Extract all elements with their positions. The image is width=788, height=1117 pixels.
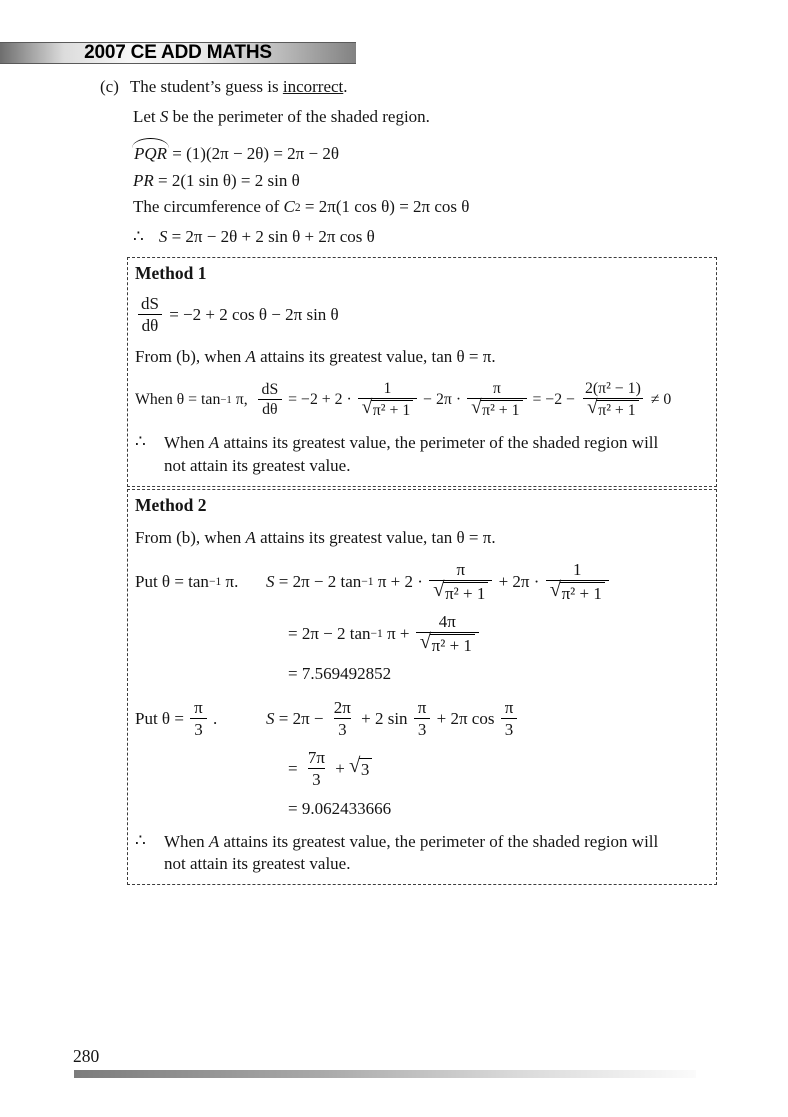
formula-s-perimeter bbox=[133, 227, 730, 247]
var-a: A bbox=[245, 347, 256, 367]
fraction-denominator bbox=[583, 398, 643, 420]
fraction-denominator: 3 bbox=[334, 718, 351, 740]
statement-period: . bbox=[343, 77, 348, 96]
fraction-pi-3 bbox=[414, 698, 431, 739]
from-post: attains its greatest value, tan θ = π. bbox=[255, 528, 496, 548]
fraction-numerator: 1 bbox=[383, 380, 392, 398]
put1-eq1: = 2π − 2 tan bbox=[274, 571, 362, 591]
fraction-numerator: π bbox=[492, 380, 501, 398]
fraction-numerator: 4π bbox=[438, 612, 456, 632]
method2-box bbox=[127, 489, 717, 885]
let-pre: Let bbox=[133, 107, 160, 127]
s-rest: = 2π − 2θ + 2 sin θ + 2π cos θ bbox=[167, 227, 375, 247]
method1-box bbox=[127, 257, 717, 487]
fraction-1-over-sqrt bbox=[358, 380, 418, 420]
put2-eq3: + 2π cos bbox=[432, 708, 499, 728]
put1-eq3: + 2π · bbox=[494, 571, 544, 591]
fraction-denominator bbox=[467, 398, 527, 420]
step5-eq: = bbox=[288, 758, 302, 778]
circ-pre: The circumference of bbox=[133, 197, 284, 217]
fraction-result bbox=[581, 380, 645, 420]
from-post: attains its greatest value, tan θ = π. bbox=[255, 347, 496, 367]
sqrt-pi2-plus-1 bbox=[419, 630, 475, 656]
radicand: π² + 1 bbox=[560, 582, 605, 604]
conclusion-line2: not attain its greatest value. bbox=[164, 455, 351, 475]
fraction-numerator: 2(π² − 1) bbox=[585, 380, 641, 398]
fraction-numerator: dS bbox=[141, 293, 159, 313]
circ-rest: = 2π(1 cos θ) = 2π cos θ bbox=[300, 197, 470, 217]
arc-pqr-label: PQR bbox=[134, 144, 168, 164]
footer-page-number: 280 bbox=[73, 1046, 100, 1066]
fraction-denominator bbox=[358, 398, 418, 420]
conclusion-text bbox=[164, 831, 658, 876]
fraction-4pi-over-sqrt bbox=[416, 612, 479, 655]
sqrt-pi2-plus-1 bbox=[471, 397, 523, 420]
fraction-pi-3 bbox=[190, 698, 207, 739]
fraction-7pi-3 bbox=[304, 748, 329, 789]
sup-minus-one: −1 bbox=[361, 575, 374, 589]
method1-from-b-line bbox=[135, 347, 709, 367]
put2-post: . bbox=[208, 708, 218, 728]
radical-sign: √ bbox=[419, 630, 432, 653]
method2-step5-line bbox=[288, 748, 709, 789]
conclusion-line1 bbox=[164, 432, 658, 454]
method1-derivative-line bbox=[135, 294, 709, 335]
therefore-symbol: ∴ bbox=[135, 830, 146, 850]
put2-eq1: = 2π − bbox=[274, 708, 328, 728]
var-a: A bbox=[208, 831, 220, 851]
radical-sign: √ bbox=[349, 754, 361, 777]
fraction-denominator: 3 bbox=[414, 718, 431, 740]
fraction-denominator: dθ bbox=[138, 314, 163, 336]
conclusion-line2: not attain its greatest value. bbox=[164, 853, 351, 873]
var-pr: PR bbox=[133, 171, 154, 191]
put1-pre: Put θ = tan bbox=[135, 571, 209, 591]
formula-circumference bbox=[133, 197, 730, 217]
formula-arc-pqr bbox=[133, 144, 730, 164]
fraction-denominator: dθ bbox=[258, 399, 281, 419]
put2-eq2: + 2 sin bbox=[356, 708, 412, 728]
put2-label bbox=[135, 698, 266, 739]
eval-eq4: ≠ 0 bbox=[646, 391, 672, 409]
var-s: S bbox=[266, 708, 275, 728]
method1-conclusion bbox=[135, 432, 709, 477]
radicand: π² + 1 bbox=[371, 400, 413, 420]
radical-sign: √ bbox=[549, 578, 562, 601]
let-post: be the perimeter of the shaded region. bbox=[168, 107, 430, 127]
footer-rule bbox=[74, 1070, 696, 1078]
statement-line bbox=[100, 76, 730, 98]
radicand: π² + 1 bbox=[596, 400, 638, 420]
method2-step2-line bbox=[288, 612, 709, 655]
fraction-numerator: π bbox=[456, 560, 466, 580]
statement-text bbox=[130, 76, 348, 98]
var-s: S bbox=[159, 107, 169, 127]
when-mid: π, bbox=[231, 391, 256, 409]
sqrt-pi2-plus-1 bbox=[361, 397, 414, 420]
concl-pre: When bbox=[164, 831, 209, 851]
statement-prefix: The student’s guess is bbox=[129, 77, 283, 96]
pr-rest: = 2(1 sin θ) = 2 sin θ bbox=[153, 171, 300, 191]
sqrt-pi2-plus-1 bbox=[433, 578, 488, 604]
fraction-ds-dtheta-2 bbox=[258, 381, 283, 419]
fraction-denominator bbox=[416, 632, 479, 656]
method1-evaluation-line bbox=[135, 380, 709, 420]
eval-eq3: = −2 − bbox=[528, 391, 579, 409]
method1-title: Method 1 bbox=[135, 263, 207, 284]
fraction-pi-over-sqrt bbox=[429, 560, 492, 603]
when-pre: When θ = tan bbox=[135, 391, 221, 409]
fraction-denominator bbox=[429, 580, 492, 604]
radicand: π² + 1 bbox=[430, 634, 475, 656]
header-banner bbox=[0, 42, 356, 64]
part-c-label: (c) bbox=[100, 77, 119, 96]
statement-underlined-word: incorrect bbox=[282, 77, 344, 96]
fraction-denominator bbox=[546, 580, 609, 604]
sup-minus-one: −1 bbox=[208, 575, 222, 589]
var-c2-subscript: 2 bbox=[294, 200, 301, 214]
arc-pqr-rest: = (1)(2π − 2θ) = 2π − 2θ bbox=[168, 144, 339, 164]
method2-from-b-line bbox=[135, 528, 709, 548]
sqrt-3 bbox=[349, 754, 372, 780]
var-a: A bbox=[208, 433, 220, 453]
therefore-symbol: ∴ bbox=[135, 432, 146, 452]
derivative-rhs: = −2 + 2 cos θ − 2π sin θ bbox=[164, 304, 339, 324]
fraction-numerator: π bbox=[417, 698, 427, 718]
fraction-denominator: 3 bbox=[190, 718, 207, 740]
sup-minus-one: −1 bbox=[220, 394, 232, 407]
sup-minus-one: −1 bbox=[370, 627, 383, 641]
fraction-1-over-sqrt bbox=[546, 560, 609, 603]
fraction-numerator: π bbox=[504, 698, 514, 718]
conclusion-line1 bbox=[164, 831, 658, 853]
method2-put2-line bbox=[135, 698, 709, 739]
method2-title: Method 2 bbox=[135, 495, 207, 516]
radical-sign: √ bbox=[587, 397, 598, 419]
radical-sign: √ bbox=[433, 578, 445, 601]
method2-step6-line bbox=[288, 799, 709, 819]
fraction-2pi-3 bbox=[330, 698, 355, 739]
var-s2: S bbox=[158, 227, 168, 247]
radicand: 3 bbox=[359, 758, 373, 780]
put2-pre: Put θ = bbox=[135, 708, 189, 728]
var-c2: C bbox=[283, 197, 295, 217]
header-title: 2007 CE ADD MATHS bbox=[84, 41, 272, 64]
therefore-symbol: ∴ bbox=[133, 227, 144, 247]
eval-eq2: − 2π · bbox=[419, 391, 466, 409]
put1-eq2: π + 2 · bbox=[373, 571, 428, 591]
concl-pre: When bbox=[164, 433, 209, 453]
sqrt-pi2-plus-1 bbox=[549, 578, 605, 604]
fraction-pi-over-sqrt bbox=[467, 380, 527, 420]
radicand: π² + 1 bbox=[443, 582, 488, 604]
concl-rest: attains its greatest value, the perimeter of the shaded region will bbox=[219, 433, 659, 453]
fraction-numerator: dS bbox=[261, 381, 279, 399]
put1-post: π. bbox=[221, 571, 239, 591]
radical-sign: √ bbox=[471, 397, 482, 419]
step2-pre: = 2π − 2 tan bbox=[288, 623, 371, 643]
fraction-denominator: 3 bbox=[308, 768, 325, 790]
fraction-denominator: 3 bbox=[501, 718, 518, 740]
conclusion-text bbox=[164, 432, 658, 477]
from-pre: From (b), when bbox=[135, 347, 246, 367]
radicand: π² + 1 bbox=[480, 400, 522, 420]
sqrt-pi2-plus-1 bbox=[587, 397, 639, 420]
method2-conclusion bbox=[135, 831, 709, 876]
let-s-line bbox=[133, 107, 730, 127]
radical-sign: √ bbox=[361, 397, 373, 419]
step6-value: = 9.062433666 bbox=[288, 798, 392, 818]
from-pre: From (b), when bbox=[135, 528, 246, 548]
formula-pr bbox=[133, 171, 730, 191]
eval-eq1: = −2 + 2 · bbox=[284, 391, 356, 409]
solution-part-c bbox=[100, 76, 730, 885]
fraction-numerator: 2π bbox=[333, 698, 351, 718]
var-a: A bbox=[245, 528, 256, 548]
method2-step3-line bbox=[288, 664, 709, 684]
fraction-numerator: π bbox=[194, 698, 203, 718]
concl-rest: attains its greatest value, the perimeter of the shaded region will bbox=[219, 831, 659, 851]
put1-label bbox=[135, 572, 266, 592]
fraction-pi-3 bbox=[501, 698, 518, 739]
fraction-numerator: 7π bbox=[307, 748, 325, 768]
fraction-ds-dtheta bbox=[137, 294, 163, 335]
var-s: S bbox=[266, 571, 275, 591]
fraction-numerator: 1 bbox=[573, 560, 582, 580]
step5-plus: + bbox=[330, 758, 350, 778]
method2-put1-line bbox=[135, 560, 709, 603]
step2-post: π + bbox=[382, 623, 414, 643]
step3-value: = 7.569492852 bbox=[288, 664, 392, 684]
